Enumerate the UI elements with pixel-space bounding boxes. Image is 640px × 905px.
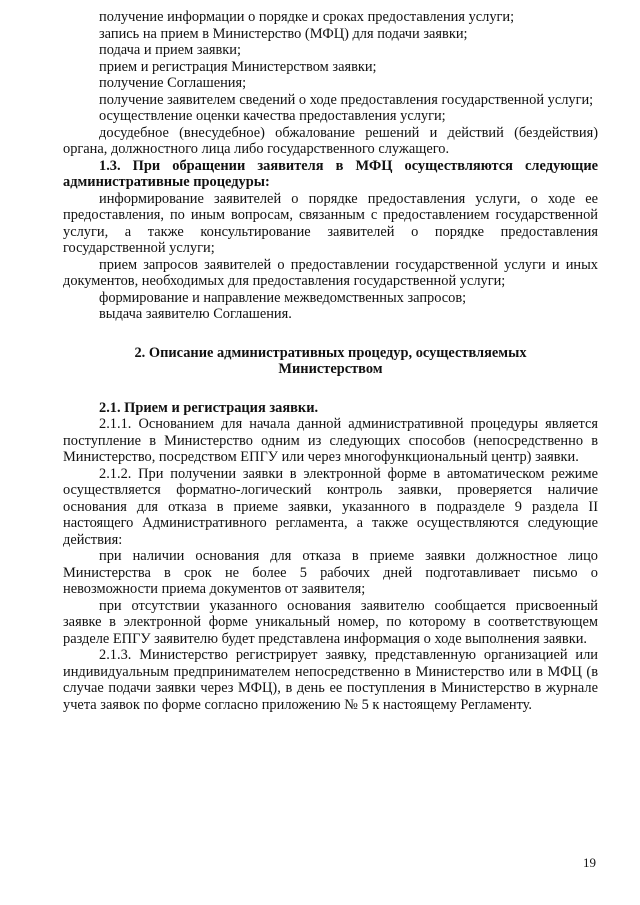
- list-item: прием и регистрация Министерством заявки;: [99, 58, 377, 75]
- paragraph: 2.1.2. При получении заявки в электронной форме в автоматическом режиме осуществляется форматно-логический контроль заявки, проверяется наличие основания для отказа в приеме заявки, указанного в подразделе 9 раздела II настоящего Административного регламента, а также осуществляются следующие действия:: [63, 465, 598, 548]
- list-item: прием запросов заявителей о предоставлении государственной услуги и иных документов, необходимых для предоставления государственной услуги;: [63, 256, 598, 289]
- list-item: информирование заявителей о порядке предоставления услуги, о ходе ее предоставления, по иным вопросам, связанным с предоставлением государственной услуги, а также консультирование заявителей о порядке предоставления государственной услуги;: [63, 190, 598, 256]
- list-item: получение заявителем сведений о ходе предоставления государственной услуги;: [99, 91, 594, 108]
- list-item: досудебное (внесудебное) обжалование решений и действий (бездействия) органа, должностного лица либо государственного служащего.: [63, 124, 598, 157]
- paragraph: при наличии основания для отказа в приеме заявки должностное лицо Министерства в срок не более 5 рабочих дней подготавливает письмо о невозможности приема документов от заявителя;: [63, 548, 598, 597]
- page-body: [63, 9, 598, 713]
- subsection-2-1-heading: 2.1. Прием и регистрация заявки.: [99, 399, 319, 416]
- list-item: выдача заявителю Соглашения.: [99, 306, 292, 322]
- list-item: запись на прием в Министерство (МФЦ) для подачи заявки;: [99, 25, 468, 42]
- list-item: осуществление оценки качества предоставления услуги;: [99, 108, 446, 124]
- paragraph: при отсутствии указанного основания заявителю сообщается присвоенный заявке в электронной форме уникальный номер, по которому в соответствующем разделе ЕПГУ заявителю будет представлена информация о ходе выполнения заявки.: [63, 597, 598, 647]
- list-item: получение информации о порядке и сроках предоставления услуги;: [99, 9, 515, 25]
- section-2-title: 2. Описание административных процедур, осуществляемых Министерством: [134, 344, 527, 377]
- paragraph: 2.1.3. Министерство регистрирует заявку, представленную организацией или индивидуальным предпринимателем непосредственно в Министерство или в МФЦ (в случае подачи заявки через МФЦ), в день ее поступления в Министерство в журнале учета заявок по форме согласно приложению № 5 к настоящему Регламенту.: [63, 647, 598, 713]
- list-item: получение Соглашения;: [99, 75, 247, 91]
- list-item: формирование и направление межведомственных запросов;: [99, 289, 467, 306]
- page-number: 19: [583, 855, 596, 870]
- section-1-3-heading: 1.3. При обращении заявителя в МФЦ осуществляются следующие административные процедуры:: [63, 157, 598, 190]
- paragraph: 2.1.1. Основанием для начала данной административной процедуры является поступление в Министерство одним из следующих способов (непосредственно в Министерство, посредством ЕПГУ или через многофункциональный центр) заявки.: [63, 416, 598, 465]
- list-item: подача и прием заявки;: [99, 42, 242, 58]
